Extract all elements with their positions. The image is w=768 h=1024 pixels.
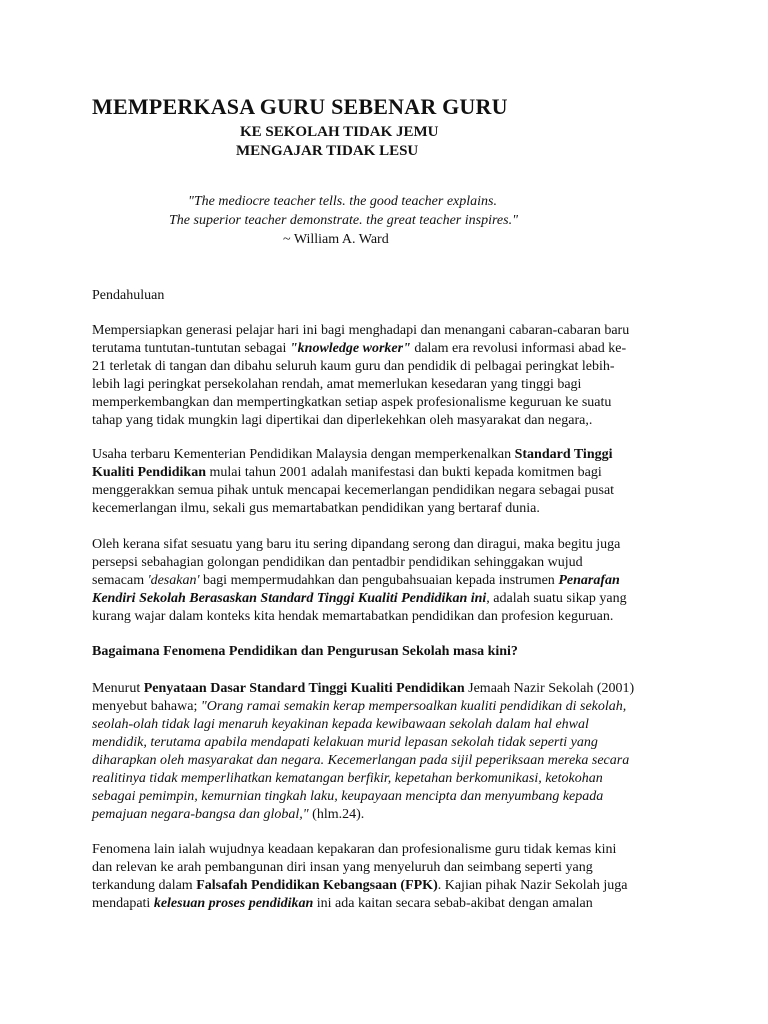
p1-line-5: memperkembangkan dan mempertingkatkan setiap aspek profesionalisme keguruan ke suatu: [92, 395, 612, 410]
paragraph-4: [92, 680, 682, 824]
p1-line-3: 21 terletak di tangan dan dibahu seluruh kaum guru dan pendidik di pelbagai peringkat lebih-: [92, 359, 615, 374]
p3-line-4: Kendiri Sekolah Berasaskan Standard Tinggi Kualiti Pendidikan ini, adalah suatu sikap yang: [92, 591, 627, 606]
p5-line-3: terkandung dalam Falsafah Pendidikan Kebangsaan (FPK). Kajian pihak Nazir Sekolah juga: [92, 878, 628, 893]
paragraph-3: [92, 536, 682, 626]
p4-line-2: menyebut bahawa; "Orang ramai semakin kerap mempersoalkan kualiti pendidikan di sekolah,: [92, 699, 627, 714]
p4-line-3: seolah-olah tidak lagi menaruh keyakinan kepada kewibawaan sekolah dalam hal ehwal: [92, 717, 589, 732]
subtitle-line-1: KE SEKOLAH TIDAK JEMU: [240, 124, 439, 140]
p5-line-4: mendapati kelesuan proses pendidikan ini ada kaitan secara sebab-akibat dengan amalan: [92, 896, 593, 911]
p4-line-7: sebagai pemimpin, kemurnian tingkah laku, keupayaan mencipta dan menyumbang kepada: [92, 789, 604, 804]
p1-line-4: lebih lagi peringkat persekolahan rendah, amat memerlukan kesedaran yang tinggi bagi: [92, 377, 582, 392]
p5-line-2: dan relevan ke arah pembangunan diri insan yang menyeluruh dan seimbang seperti yang: [92, 860, 593, 875]
quote-line-2: The superior teacher demonstrate. the great teacher inspires.": [169, 213, 518, 228]
paragraph-2: [92, 446, 682, 518]
paragraph-5: [92, 841, 682, 913]
quote-author: ~ William A. Ward: [283, 232, 389, 247]
p4-line-4: mendidik, terutama apabila mendapati kelakuan murid lepasan sekolah tidak seperti yang: [92, 735, 598, 750]
intro-heading: Pendahuluan: [92, 288, 165, 303]
p2-line-1: Usaha terbaru Kementerian Pendidikan Malaysia dengan memperkenalkan Standard Tinggi: [92, 447, 613, 462]
p5-line-1: Fenomena lain ialah wujudnya keadaan kepakaran dan profesionalisme guru tidak kemas kini: [92, 842, 617, 857]
paragraph-1: [92, 322, 682, 430]
p1-line-2: terutama tuntutan-tuntutan sebagai "knowledge worker" dalam era revolusi informasi abad ke-: [92, 341, 627, 356]
quote-line-1: "The mediocre teacher tells. the good teacher explains.: [188, 194, 497, 209]
p4-line-1: Menurut Penyataan Dasar Standard Tinggi Kualiti Pendidikan Jemaah Nazir Sekolah (2001): [92, 681, 635, 696]
p3-line-1: Oleh kerana sifat sesuatu yang baru itu sering dipandang serong dan diragui, maka begitu juga: [92, 537, 621, 552]
p1-line-1: Mempersiapkan generasi pelajar hari ini bagi menghadapi dan menangani cabaran-cabaran baru: [92, 323, 630, 338]
p1-line-6: tahap yang tidak mungkin lagi dipertikai dan diperlekehkan oleh masyarakat dan negara,.: [92, 413, 593, 428]
p2-line-2: Kualiti Pendidikan mulai tahun 2001 adalah manifestasi dan bukti kepada komitmen bagi: [92, 465, 602, 480]
p4-line-6: realitinya tidak memperlihatkan kematangan berfikir, kepetahan berkomunikasi, ketokohan: [92, 771, 603, 786]
p4-line-8: pemajuan negara-bangsa dan global," (hlm.24).: [92, 807, 365, 822]
subtitle-line-2: MENGAJAR TIDAK LESU: [236, 143, 419, 159]
section-heading-2: Bagaimana Fenomena Pendidikan dan Pengurusan Sekolah masa kini?: [92, 644, 518, 659]
p4-line-5: diharapkan oleh masyarakat dan negara. Kecemerlangan pada sijil peperiksaan mereka secara: [92, 753, 630, 768]
p2-line-4: kecemerlangan ilmu, sekali gus memartabatkan pendidikan yang bertaraf dunia.: [92, 501, 540, 516]
p2-line-3: menggerakkan semua pihak untuk mencapai kecemerlangan pendidikan negara sebagai pusat: [92, 483, 615, 498]
document-title: MEMPERKASA GURU SEBENAR GURU: [92, 94, 508, 119]
p3-line-2: persepsi sebahagian golongan pendidikan dan pentadbir pendidikan sehinggakan wujud: [92, 555, 583, 570]
p3-line-5: kurang wajar dalam konteks kita hendak memartabatkan pendidikan dan profesion keguruan.: [92, 609, 614, 624]
p3-line-3: semacam 'desakan' bagi mempermudahkan dan pengubahsuaian kepada instrumen Penarafan: [92, 573, 620, 588]
